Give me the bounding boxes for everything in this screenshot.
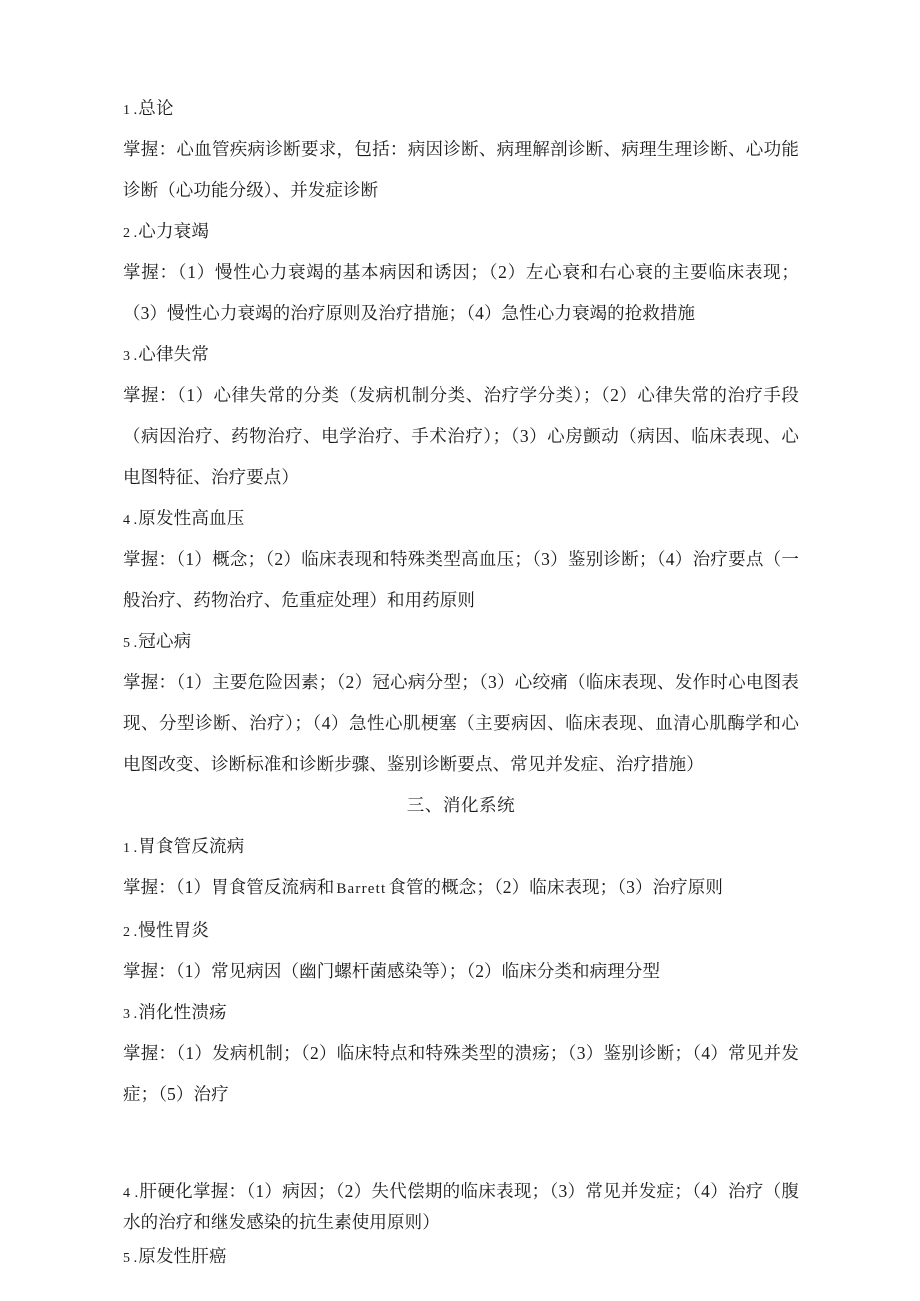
item-title [123,334,799,375]
item-name: 总论 [138,98,174,118]
item-number: 2 [123,226,131,241]
section-heading: 三、消化系统 [406,795,516,815]
item-title [123,621,799,662]
item-number-separator: . [134,1185,139,1201]
item-title [123,211,799,252]
item-body: 掌握：心血管疾病诊断要求，包括：病因诊断、病理解剖诊断、病理生理诊断、心功能诊断（心功能分级）、并发症诊断 [123,139,799,200]
item-number-separator: . [133,512,138,528]
item-number: 3 [123,1007,131,1022]
item-number-separator: . [133,924,138,940]
item-title [123,910,799,951]
item-number-separator: . [133,840,138,856]
item-name: 胃食管反流病 [138,836,245,856]
item-body-latin-term: Barrett [336,881,387,897]
item-body: 掌握：（1）发病机制；（2）临床特点和特殊类型的溃疡；（3）鉴别诊断；（4）常见并发症；（5）治疗 [123,1043,799,1104]
item-body: 掌握：（1）心律失常的分类（发病机制分类、治疗学分类）；（2）心律失常的治疗手段（病因治疗、药物治疗、电学治疗、手术治疗）；（3）心房颤动（病因、临床表现、心电图特征、治疗要点） [123,385,799,487]
blank-spacer [123,1115,799,1177]
item-number-separator: . [133,348,138,364]
item-name: 心律失常 [138,344,210,364]
item-name: 慢性胃炎 [138,920,210,940]
item-body: 掌握：（1）概念；（2）临床表现和特殊类型高血压；（3）鉴别诊断；（4）治疗要点（一般治疗、药物治疗、危重症处理）和用药原则 [123,549,799,610]
item-body: 掌握：（1）慢性心力衰竭的基本病因和诱因；（2）左心衰和右心衰的主要临床表现；（3）慢性心力衰竭的治疗原则及治疗措施；（4）急性心力衰竭的抢救措施 [123,262,799,323]
item-number: 2 [123,925,131,940]
item-merged-text: 肝硬化掌握：（1）病因；（2）失代偿期的临床表现；（3）常见并发症；（4）治疗（腹水的治疗和继发感染的抗生素使用原则） [123,1181,799,1232]
item-number-separator: . [133,1006,138,1022]
item-name: 消化性溃疡 [138,1002,227,1022]
item-title [123,992,799,1033]
item-number: 1 [123,841,131,856]
item-body-text-after: 食管的概念；（2）临床表现；（3）治疗原则 [388,877,723,897]
item-name: 原发性高血压 [138,508,245,528]
item-number: 4 [123,513,131,528]
item-number: 5 [123,636,131,651]
item-body: 掌握：（1）主要危险因素；（2）冠心病分型；（3）心绞痛（临床表现、发作时心电图表现、分型诊断、治疗）；（4）急性心肌梗塞（主要病因、临床表现、血清心肌酶学和心电图改变、诊断标准和诊断步骤、鉴别诊断要点、常见并发症、治疗措施） [123,672,799,774]
item-title [123,498,799,539]
item-number-separator: . [133,225,138,241]
item-number-separator: . [133,1250,138,1266]
item-name: 心力衰竭 [138,221,210,241]
item-name: 原发性肝癌 [138,1246,227,1266]
item-body: 掌握：（1）常见病因（幽门螺杆菌感染等）；（2）临床分类和病理分型 [123,961,661,981]
item-title [123,1236,799,1277]
item-number-separator: . [133,635,138,651]
item-title [123,826,799,867]
item-number: 1 [123,103,131,118]
item-body [123,867,799,910]
item-merged [123,1177,799,1236]
item-number-separator: . [133,102,138,118]
document-content [123,88,799,1277]
item-name: 冠心病 [138,631,192,651]
item-number: 3 [123,349,131,364]
item-body-text-before: 掌握：（1）胃食管反流病和 [123,877,335,897]
item-title [123,88,799,129]
item-number: 5 [123,1251,131,1266]
item-number: 4 [123,1186,131,1201]
